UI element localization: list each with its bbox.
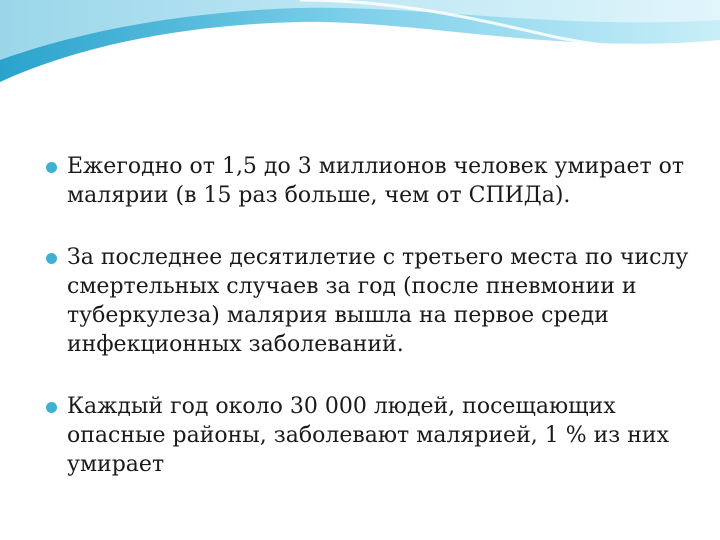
bullet-list [46,152,696,479]
bullet-dot-icon [46,402,57,413]
header-wave-decoration [0,0,720,110]
bullet-item [46,152,696,210]
bullet-item [46,392,696,479]
bullet-dot-icon [46,162,57,173]
bullet-text: Каждый год около 30 000 людей, посещающих опасные районы, заболевают малярией, 1 % из них умирает [67,394,669,477]
bullet-item [46,243,696,359]
bullet-text: За последнее десятилетие с третьего места по числу смертельных случаев за год (после пневмонии и туберкулеза) малярия вышла на первое среди инфекционных заболеваний. [67,245,689,357]
bullet-text: Ежегодно от 1,5 до 3 миллионов человек умирает от малярии (в 15 раз больше, чем от СПИДа). [67,154,685,208]
bullet-dot-icon [46,253,57,264]
